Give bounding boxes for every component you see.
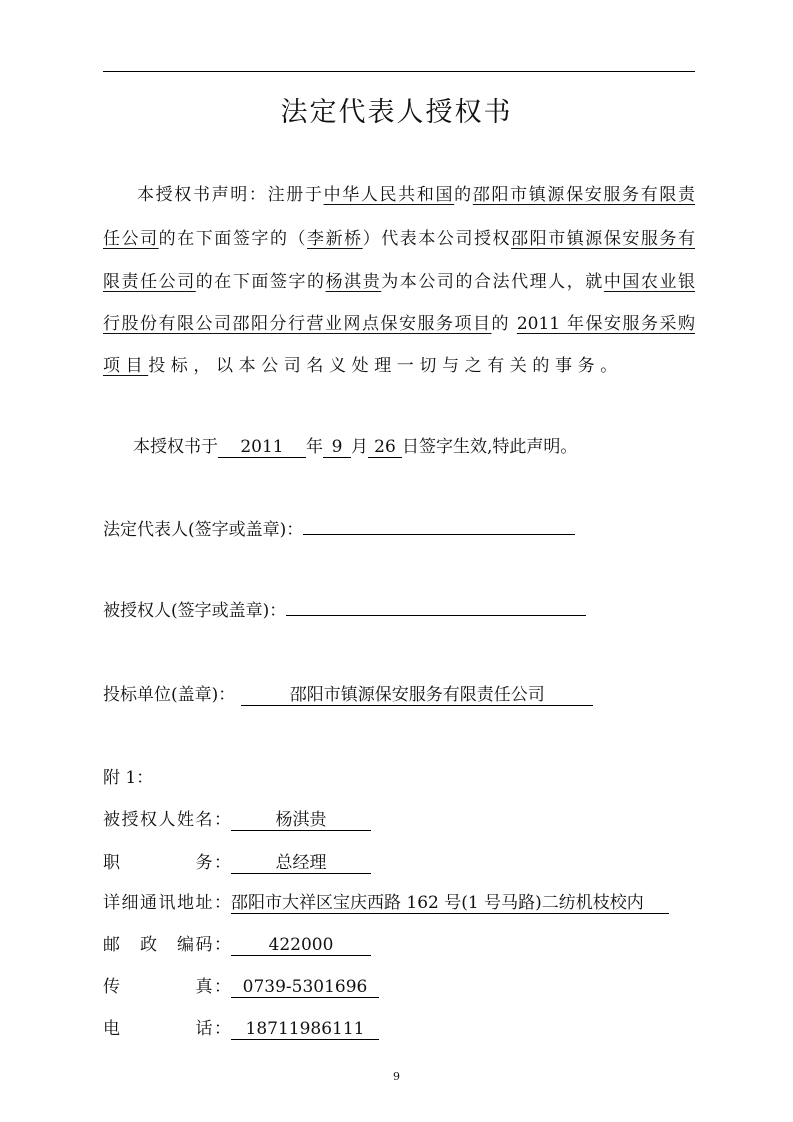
field-value: 18711986111: [231, 1019, 379, 1040]
field-row: [103, 930, 371, 956]
field-label: 传 真：: [103, 977, 231, 997]
bidder-unit: 投标单位(盖章)： 邵阳市镇源保安服务有限责任公司: [103, 680, 593, 706]
field-row: [103, 1014, 379, 1040]
field-value: 杨淇贵: [231, 810, 371, 831]
paragraph-line: [103, 351, 695, 376]
filled-value: 行股份有限公司邵阳分行营业网点保安服务项目: [103, 314, 492, 334]
bidder-unit-value: 邵阳市镇源保安服务有限责任公司: [241, 685, 593, 706]
filled-value: 限责任公司: [103, 272, 196, 292]
field-row: [103, 888, 669, 914]
filled-value: 邵阳市镇源保安服务有限责: [472, 185, 696, 205]
field-label: 邮 政 编码：: [103, 935, 231, 955]
authorized-signature-line: [286, 595, 586, 616]
filled-value: 杨淇贵: [325, 272, 382, 292]
field-row: [103, 805, 371, 831]
day-field: 26: [368, 437, 402, 458]
field-value: 0739-5301696: [231, 977, 379, 998]
filled-value: 2011 年保安服务采购: [516, 314, 696, 334]
filled-value: 任公司: [103, 229, 159, 249]
static-text: 的在下面签字的（: [158, 229, 308, 249]
filled-value: 项目: [103, 356, 149, 376]
year-field: 2011: [218, 437, 306, 458]
date-line: 本授权书于 2011 年 9 月 26 日签字生效,特此声明。: [133, 437, 578, 457]
filled-value: 中华人民共和国: [323, 185, 455, 205]
field-value: 总经理: [231, 853, 371, 874]
legal-rep-signature-line: [303, 514, 575, 535]
paragraph-line: [103, 224, 695, 249]
static-text: 的: [454, 185, 473, 205]
paragraph-line: [103, 309, 695, 334]
filled-value: 李新桥: [307, 229, 363, 249]
static-text: 为本公司的合法代理人，就: [381, 272, 604, 292]
field-value: 邵阳市大祥区宝庆西路 162 号(1 号马路)二纺机枝校内: [231, 893, 669, 914]
static-text: 本授权书声明：注册于: [137, 185, 324, 205]
legal-rep-signature: 法定代表人(签字或盖章)：: [103, 514, 575, 540]
field-label: 详细通讯地址：: [103, 893, 231, 913]
month-field: 9: [323, 437, 351, 458]
field-value: 422000: [231, 935, 371, 956]
field-label: 职 务：: [103, 853, 231, 873]
static-text: 的: [491, 314, 517, 334]
appendix-label: 附 1：: [103, 768, 154, 788]
paragraph-line: [137, 180, 695, 205]
static-text: 的在下面签字的: [195, 272, 326, 292]
document-title: 法定代表人授权书: [280, 97, 513, 128]
header-rule: [103, 71, 695, 72]
static-text: 投标，以本公司名义处理一切与之有关的事务。: [148, 356, 623, 376]
paragraph-line: [103, 267, 695, 292]
authorized-signature: 被授权人(签字或盖章)：: [103, 595, 586, 621]
field-label: 电 话：: [103, 1019, 231, 1039]
field-row: [103, 972, 379, 998]
field-label: 被授权人姓名：: [103, 810, 231, 830]
page-number: 9: [393, 1070, 400, 1083]
field-row: [103, 848, 371, 874]
static-text: ）代表本公司授权: [362, 229, 512, 249]
filled-value: 中国农业银: [603, 272, 696, 292]
filled-value: 邵阳市镇源保安服务有: [511, 229, 696, 249]
